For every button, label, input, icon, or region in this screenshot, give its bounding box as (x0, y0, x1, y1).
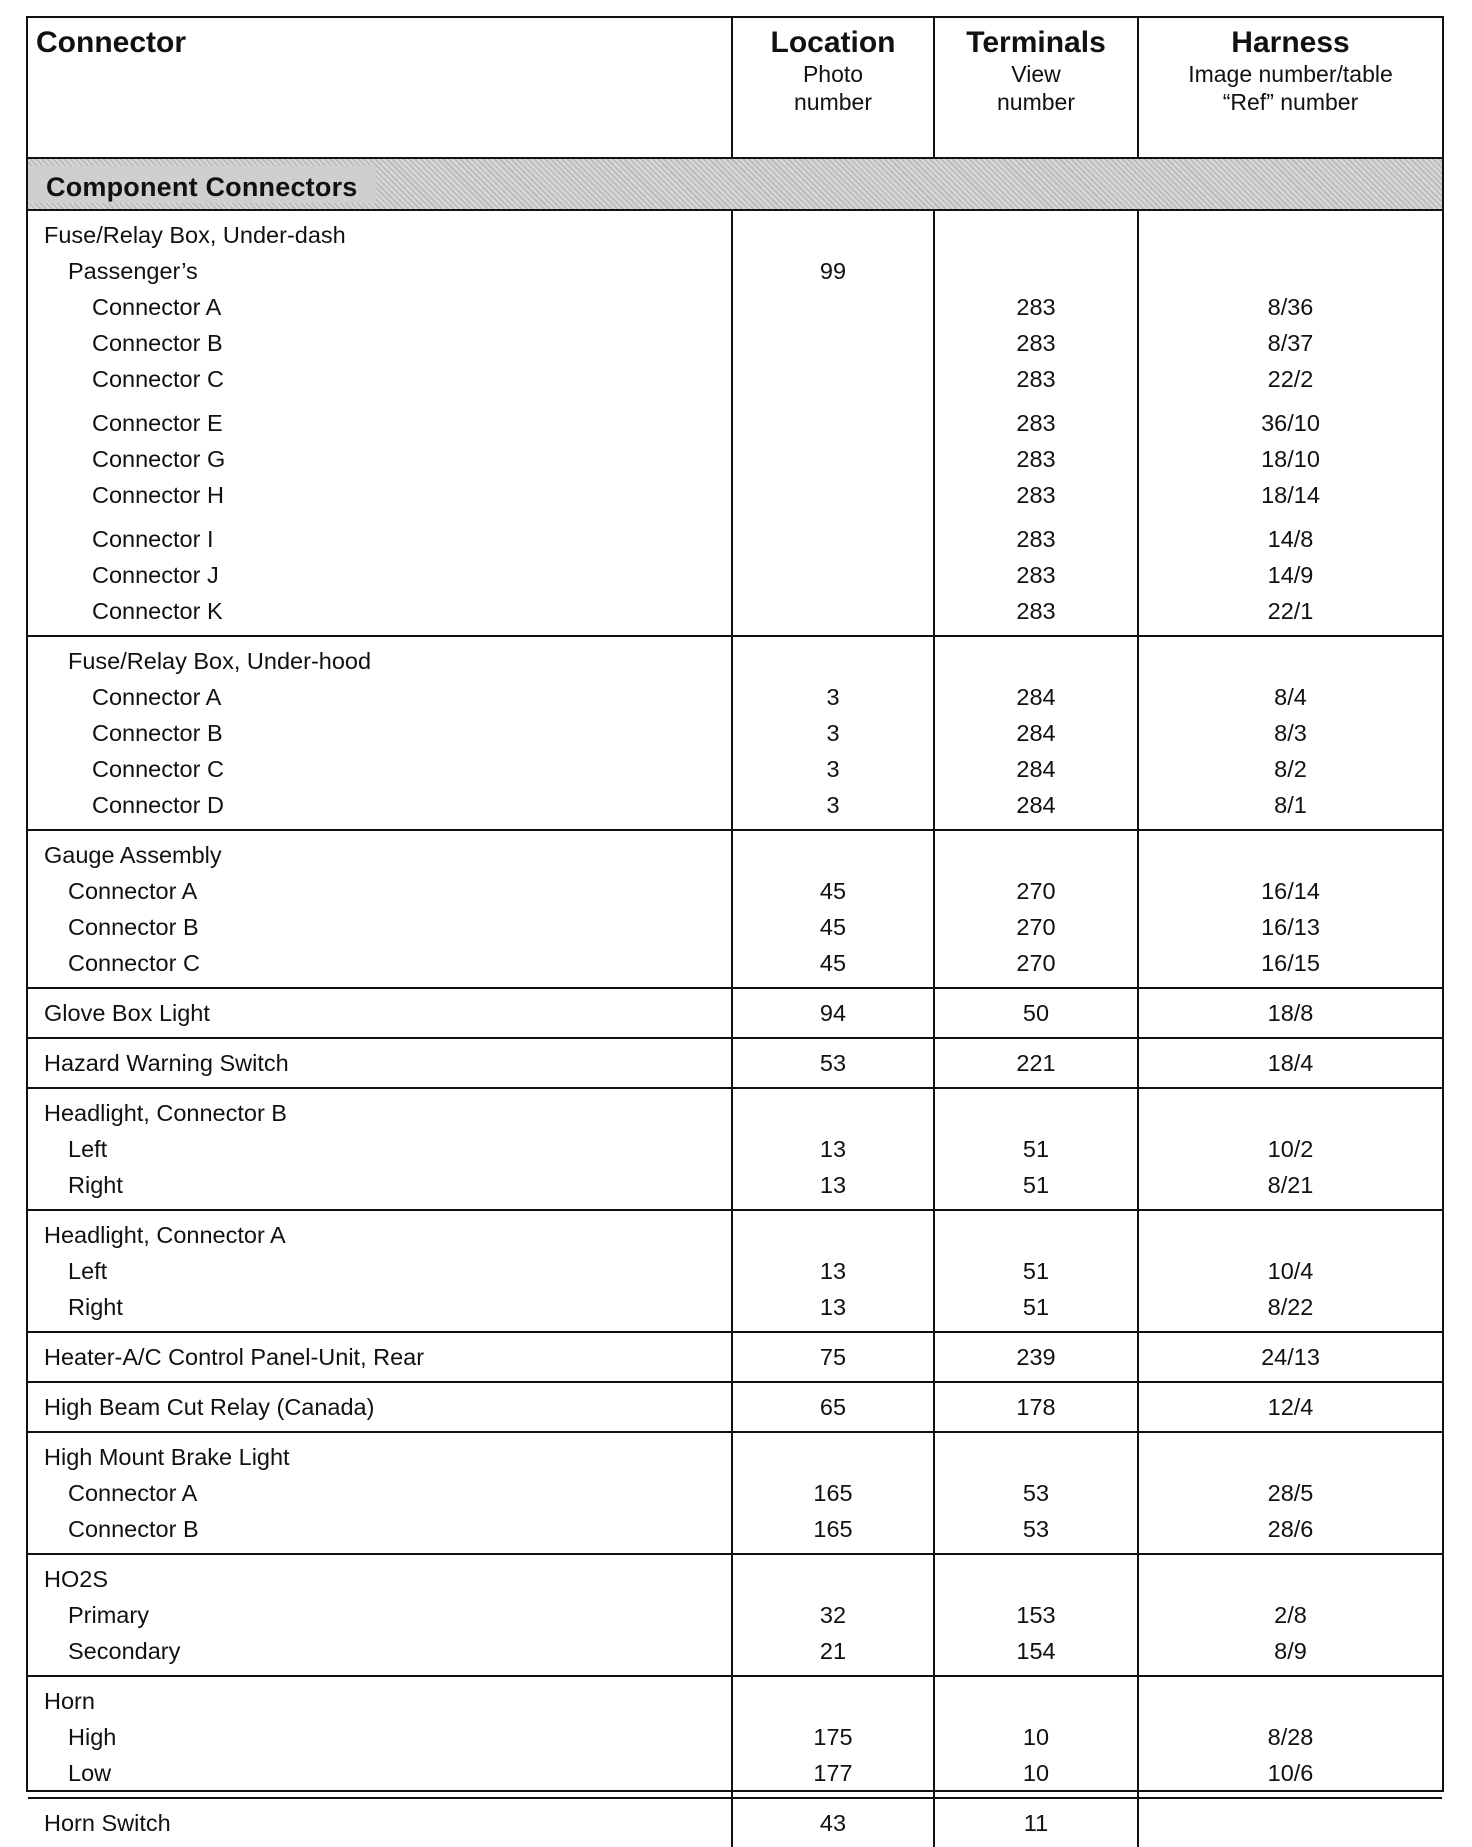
harness-cell: 8/9 (1274, 1638, 1307, 1664)
harness-cell: 14/8 (1267, 526, 1314, 552)
connector-name-cell: High (28, 1719, 732, 1755)
table-row (28, 405, 1442, 441)
table-row (28, 1253, 1442, 1289)
harness-cell: 28/6 (1267, 1516, 1314, 1542)
connector-group (28, 1210, 1442, 1332)
row-spacer (28, 513, 1442, 521)
location-cell: 45 (732, 873, 934, 909)
location-cell (732, 361, 934, 397)
location-cell: 3 (732, 715, 934, 751)
harness-cell (1138, 1554, 1442, 1597)
connector-name-cell: Connector H (28, 477, 732, 513)
header-connector: Connector (28, 18, 732, 158)
terminals-cell: 51 (934, 1289, 1138, 1332)
terminals-cell: 10 (934, 1755, 1138, 1798)
table-row (28, 1332, 1442, 1382)
header-terminals: Terminals View number (934, 18, 1138, 158)
terminals-cell (934, 1554, 1138, 1597)
location-cell: 13 (732, 1289, 934, 1332)
table-row (28, 1210, 1442, 1253)
connector-group (28, 1088, 1442, 1210)
terminals-cell: 283 (934, 325, 1138, 361)
connector-name-cell: Connector J (28, 557, 732, 593)
table-row (28, 1554, 1442, 1597)
location-cell: 175 (732, 1719, 934, 1755)
terminals-cell: 178 (934, 1382, 1138, 1432)
table-row (28, 210, 1442, 253)
location-cell: 165 (732, 1475, 934, 1511)
location-cell (732, 441, 934, 477)
table-row (28, 787, 1442, 830)
connector-group (28, 1382, 1442, 1432)
table-row (28, 1382, 1442, 1432)
terminals-cell: 283 (934, 405, 1138, 441)
location-cell (732, 325, 934, 361)
connector-name-cell: Heater-A/C Control Panel-Unit, Rear (28, 1332, 732, 1382)
connector-name-cell: Connector A (28, 873, 732, 909)
terminals-cell: 284 (934, 679, 1138, 715)
terminals-cell: 283 (934, 289, 1138, 325)
connector-name-cell: Horn (28, 1676, 732, 1719)
connector-name-cell: Horn Switch (28, 1798, 732, 1847)
connector-name-cell: Glove Box Light (28, 988, 732, 1038)
location-cell: 94 (732, 988, 934, 1038)
harness-cell (1138, 253, 1442, 289)
harness-cell: 18/10 (1261, 446, 1320, 472)
terminals-cell (934, 1432, 1138, 1475)
location-cell (732, 1088, 934, 1131)
table-row (28, 909, 1442, 945)
terminals-cell: 283 (934, 593, 1138, 636)
harness-cell: 12/4 (1267, 1394, 1314, 1420)
terminals-cell: 51 (934, 1167, 1138, 1210)
connector-name-cell: Left (28, 1253, 732, 1289)
harness-cell: 8/3 (1274, 720, 1307, 746)
harness-cell: 18/14 (1261, 482, 1320, 508)
terminals-cell: 283 (934, 521, 1138, 557)
harness-cell (1138, 636, 1442, 679)
location-cell (732, 521, 934, 557)
terminals-cell (934, 830, 1138, 873)
harness-cell: 36/10 (1261, 410, 1320, 436)
connector-name-cell: Connector C (28, 361, 732, 397)
harness-cell: 16/15 (1261, 950, 1320, 976)
table-row (28, 593, 1442, 636)
location-cell: 165 (732, 1511, 934, 1554)
table-row (28, 1432, 1442, 1475)
table-header (28, 18, 1442, 158)
location-cell: 13 (732, 1131, 934, 1167)
connector-name-cell: High Mount Brake Light (28, 1432, 732, 1475)
table-row (28, 1038, 1442, 1088)
location-cell (732, 1210, 934, 1253)
table-row (28, 679, 1442, 715)
location-cell: 32 (732, 1597, 934, 1633)
table-row (28, 1798, 1442, 1847)
table-row (28, 1131, 1442, 1167)
connector-name-cell: Low (28, 1755, 732, 1798)
harness-cell: 10/4 (1267, 1258, 1314, 1284)
connector-name-cell: Headlight, Connector A (28, 1210, 732, 1253)
connector-name-cell: Connector A (28, 679, 732, 715)
connector-name-cell: Connector G (28, 441, 732, 477)
connector-name-cell: Connector A (28, 1475, 732, 1511)
location-cell (732, 210, 934, 253)
harness-cell: 8/36 (1267, 294, 1314, 320)
harness-cell: 8/21 (1267, 1172, 1314, 1198)
terminals-cell (934, 210, 1138, 253)
connector-name-cell: Secondary (28, 1633, 732, 1676)
terminals-cell: 221 (934, 1038, 1138, 1088)
connector-name-cell: Right (28, 1289, 732, 1332)
table-row (28, 988, 1442, 1038)
location-cell (732, 477, 934, 513)
table-row (28, 361, 1442, 397)
terminals-cell: 53 (934, 1511, 1138, 1554)
table-row (28, 441, 1442, 477)
harness-cell (1138, 1676, 1442, 1719)
terminals-cell: 239 (934, 1332, 1138, 1382)
connector-name-cell: Connector D (28, 787, 732, 830)
terminals-cell: 284 (934, 751, 1138, 787)
connector-name-cell: Right (28, 1167, 732, 1210)
connector-name-cell: Fuse/Relay Box, Under-dash (28, 210, 732, 253)
location-cell: 53 (732, 1038, 934, 1088)
harness-cell: 28/5 (1267, 1480, 1314, 1506)
table-row (28, 1511, 1442, 1554)
connector-group (28, 1798, 1442, 1847)
connector-name-cell: HO2S (28, 1554, 732, 1597)
connector-group (28, 636, 1442, 830)
harness-cell: 24/13 (1261, 1344, 1320, 1370)
table-row (28, 557, 1442, 593)
location-cell: 65 (732, 1382, 934, 1432)
harness-cell (1138, 830, 1442, 873)
terminals-cell (934, 1210, 1138, 1253)
harness-cell: 8/4 (1274, 684, 1307, 710)
connector-name-cell: Connector A (28, 289, 732, 325)
harness-cell (1138, 1088, 1442, 1131)
table-row (28, 253, 1442, 289)
connector-name-cell: High Beam Cut Relay (Canada) (28, 1382, 732, 1432)
harness-cell: 14/9 (1267, 562, 1314, 588)
terminals-cell: 50 (934, 988, 1138, 1038)
header-harness: Harness Image number/table “Ref” number (1138, 18, 1442, 158)
harness-cell: 22/2 (1267, 366, 1314, 392)
location-cell: 99 (732, 253, 934, 289)
section-title: Component Connectors (28, 166, 376, 203)
terminals-cell: 270 (934, 909, 1138, 945)
location-cell (732, 289, 934, 325)
terminals-cell: 51 (934, 1253, 1138, 1289)
connector-table-page (26, 16, 1444, 1836)
table-row (28, 1633, 1442, 1676)
table-row (28, 1597, 1442, 1633)
connector-name-cell: Connector B (28, 909, 732, 945)
location-cell: 75 (732, 1332, 934, 1382)
terminals-cell (934, 1088, 1138, 1131)
location-cell (732, 1432, 934, 1475)
table-row (28, 1676, 1442, 1719)
connector-table (28, 18, 1442, 1847)
connector-name-cell: Connector K (28, 593, 732, 636)
connector-name-cell: Connector C (28, 945, 732, 988)
header-location: Location Photo number (732, 18, 934, 158)
table-row (28, 1088, 1442, 1131)
section-header (28, 158, 1442, 210)
harness-cell: 18/4 (1267, 1050, 1314, 1076)
harness-cell: 8/1 (1274, 792, 1307, 818)
location-cell: 177 (732, 1755, 934, 1798)
connector-group (28, 830, 1442, 988)
connector-name-cell: Connector E (28, 405, 732, 441)
connector-group (28, 1676, 1442, 1798)
connector-group (28, 1038, 1442, 1088)
connector-name-cell: Fuse/Relay Box, Under-hood (28, 636, 732, 679)
table-row (28, 289, 1442, 325)
terminals-cell: 283 (934, 361, 1138, 397)
table-row (28, 636, 1442, 679)
harness-cell (1138, 1432, 1442, 1475)
harness-cell: 8/28 (1267, 1724, 1314, 1750)
terminals-cell (934, 636, 1138, 679)
table-row (28, 325, 1442, 361)
connector-name-cell: Left (28, 1131, 732, 1167)
table-row (28, 751, 1442, 787)
table-row (28, 521, 1442, 557)
terminals-cell: 270 (934, 873, 1138, 909)
terminals-cell: 10 (934, 1719, 1138, 1755)
table-row (28, 945, 1442, 988)
connector-group (28, 988, 1442, 1038)
harness-cell: 18/8 (1267, 1000, 1314, 1026)
row-spacer (28, 397, 1442, 405)
harness-cell: 10/2 (1267, 1136, 1314, 1162)
connector-name-cell: Connector I (28, 521, 732, 557)
harness-cell: 8/37 (1267, 330, 1314, 356)
harness-cell: 16/14 (1261, 878, 1320, 904)
connector-group (28, 1332, 1442, 1382)
terminals-cell: 284 (934, 787, 1138, 830)
table-row (28, 1719, 1442, 1755)
connector-name-cell: Connector B (28, 715, 732, 751)
connector-name-cell: Primary (28, 1597, 732, 1633)
terminals-cell: 53 (934, 1475, 1138, 1511)
connector-name-cell: Connector C (28, 751, 732, 787)
table-row (28, 477, 1442, 513)
harness-cell (1138, 1210, 1442, 1253)
connector-group (28, 210, 1442, 636)
connector-name-cell: Gauge Assembly (28, 830, 732, 873)
terminals-cell (934, 1676, 1138, 1719)
connector-name-cell: Headlight, Connector B (28, 1088, 732, 1131)
location-cell (732, 593, 934, 636)
connector-name-cell: Connector B (28, 325, 732, 361)
location-cell: 13 (732, 1167, 934, 1210)
terminals-cell: 51 (934, 1131, 1138, 1167)
harness-cell (1138, 210, 1442, 253)
table-row (28, 1475, 1442, 1511)
harness-cell: 10/6 (1267, 1760, 1314, 1786)
table-row (28, 830, 1442, 873)
connector-name-cell: Hazard Warning Switch (28, 1038, 732, 1088)
harness-cell: 8/2 (1274, 756, 1307, 782)
harness-cell (1138, 1798, 1442, 1847)
harness-cell: 8/22 (1267, 1294, 1314, 1320)
connector-group (28, 1432, 1442, 1554)
harness-cell: 16/13 (1261, 914, 1320, 940)
table-row (28, 873, 1442, 909)
table-row (28, 715, 1442, 751)
location-cell: 13 (732, 1253, 934, 1289)
connector-group (28, 1554, 1442, 1676)
terminals-cell: 283 (934, 477, 1138, 513)
location-cell (732, 830, 934, 873)
terminals-cell: 154 (934, 1633, 1138, 1676)
connector-name-cell: Connector B (28, 1511, 732, 1554)
location-cell (732, 636, 934, 679)
location-cell (732, 557, 934, 593)
terminals-cell: 11 (934, 1798, 1138, 1847)
harness-cell: 22/1 (1267, 598, 1314, 624)
harness-cell: 2/8 (1274, 1602, 1307, 1628)
location-cell (732, 405, 934, 441)
location-cell (732, 1676, 934, 1719)
terminals-cell: 270 (934, 945, 1138, 988)
location-cell: 45 (732, 909, 934, 945)
location-cell: 21 (732, 1633, 934, 1676)
connector-name-cell: Passenger’s (28, 253, 732, 289)
table-row (28, 1755, 1442, 1798)
terminals-cell (934, 253, 1138, 289)
terminals-cell: 283 (934, 557, 1138, 593)
location-cell: 45 (732, 945, 934, 988)
location-cell: 3 (732, 787, 934, 830)
table-row (28, 1289, 1442, 1332)
location-cell: 3 (732, 679, 934, 715)
table-row (28, 1167, 1442, 1210)
location-cell: 3 (732, 751, 934, 787)
location-cell (732, 1554, 934, 1597)
location-cell: 43 (732, 1798, 934, 1847)
terminals-cell: 284 (934, 715, 1138, 751)
terminals-cell: 283 (934, 441, 1138, 477)
terminals-cell: 153 (934, 1597, 1138, 1633)
